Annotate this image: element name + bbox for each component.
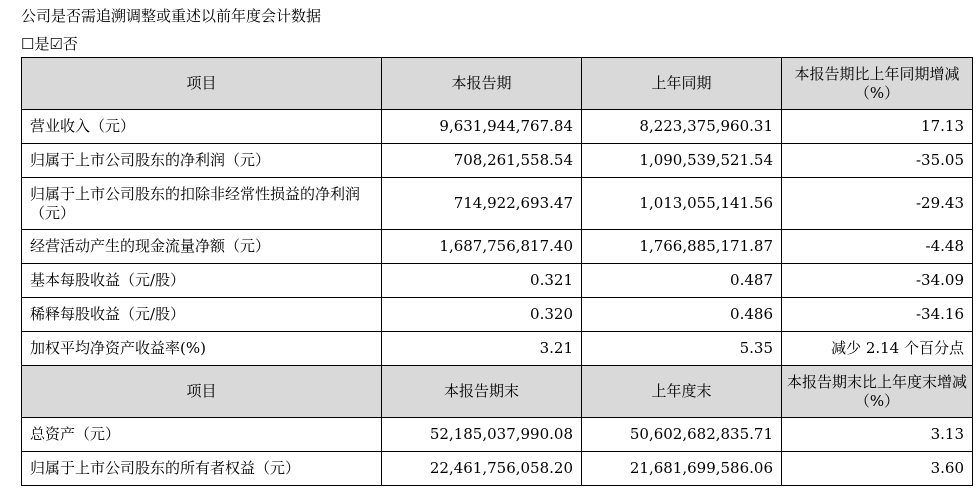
header-change: 本报告期比上年同期增减（%） (782, 58, 973, 110)
header-current-period: 本报告期 (382, 58, 582, 110)
prior-value: 0.487 (582, 264, 782, 298)
prior-value: 50,602,682,835.71 (582, 418, 782, 452)
row-label: 基本每股收益（元/股） (22, 264, 382, 298)
financial-data-table (21, 57, 973, 486)
row-label: 归属于上市公司股东的净利润（元） (22, 144, 382, 178)
table-row (22, 178, 973, 230)
current-value: 0.320 (382, 298, 582, 332)
current-value: 52,185,037,990.08 (382, 418, 582, 452)
prior-value: 0.486 (582, 298, 782, 332)
table-row (22, 144, 973, 178)
table-row (22, 452, 973, 486)
row-label: 加权平均净资产收益率(%) (22, 332, 382, 366)
header-prior-period: 上年同期 (582, 58, 782, 110)
prior-value: 1,090,539,521.54 (582, 144, 782, 178)
header-item: 项目 (22, 366, 382, 418)
row-label: 归属于上市公司股东的所有者权益（元） (22, 452, 382, 486)
change-value: -35.05 (782, 144, 973, 178)
row-label: 营业收入（元） (22, 110, 382, 144)
no-checkbox-icon: ☑ (49, 35, 63, 53)
table-row (22, 110, 973, 144)
change-value: 3.60 (782, 452, 973, 486)
no-label: 否 (62, 35, 78, 53)
row-label: 经营活动产生的现金流量净额（元） (22, 230, 382, 264)
restatement-choice (21, 34, 78, 54)
change-value: -34.16 (782, 298, 973, 332)
current-value: 0.321 (382, 264, 582, 298)
table-header-row (22, 58, 973, 110)
table-row (22, 298, 973, 332)
row-label: 归属于上市公司股东的扣除非经常性损益的净利润（元） (22, 178, 382, 230)
change-value: -29.43 (782, 178, 973, 230)
prior-value: 1,766,885,171.87 (582, 230, 782, 264)
table-row (22, 332, 973, 366)
current-value: 714,922,693.47 (382, 178, 582, 230)
yes-checkbox-icon: ☐ (21, 35, 35, 53)
table-row (22, 264, 973, 298)
prior-value: 8,223,375,960.31 (582, 110, 782, 144)
change-value: -34.09 (782, 264, 973, 298)
current-value: 9,631,944,767.84 (382, 110, 582, 144)
prior-value: 1,013,055,141.56 (582, 178, 782, 230)
change-value: -4.48 (782, 230, 973, 264)
table-header-row (22, 366, 973, 418)
row-label: 总资产（元） (22, 418, 382, 452)
header-period-end: 本报告期末 (382, 366, 582, 418)
prior-value: 21,681,699,586.06 (582, 452, 782, 486)
yes-label: 是 (34, 35, 50, 53)
change-value: 3.13 (782, 418, 973, 452)
current-value: 1,687,756,817.40 (382, 230, 582, 264)
section-heading: 公司是否需追溯调整或重述以前年度会计数据 (21, 7, 322, 25)
change-value: 17.13 (782, 110, 973, 144)
change-value: 减少 2.14 个百分点 (782, 332, 973, 366)
row-label: 稀释每股收益（元/股） (22, 298, 382, 332)
prior-value: 5.35 (582, 332, 782, 366)
current-value: 708,261,558.54 (382, 144, 582, 178)
table-row (22, 418, 973, 452)
table-row (22, 230, 973, 264)
header-item: 项目 (22, 58, 382, 110)
header-prior-year-end: 上年度末 (582, 366, 782, 418)
header-change: 本报告期末比上年度末增减（%） (782, 366, 973, 418)
current-value: 3.21 (382, 332, 582, 366)
current-value: 22,461,756,058.20 (382, 452, 582, 486)
